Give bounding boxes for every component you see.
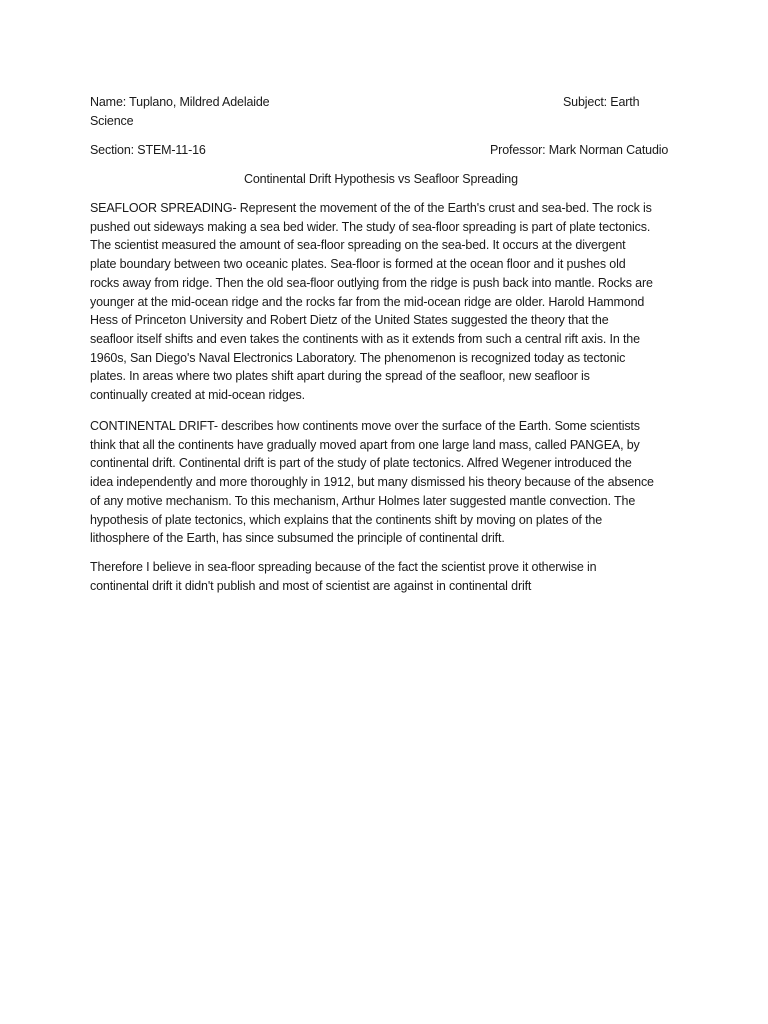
student-name: Name: Tuplano, Mildred Adelaide: [90, 95, 270, 109]
paragraph-line: plate boundary between two oceanic plates. Sea-floor is formed at the ocean floor and it pushes old: [90, 257, 626, 272]
paragraph-line: continually created at mid-ocean ridges.: [90, 388, 305, 403]
paragraph-line: continental drift it didn't publish and most of scientist are against in continental drift: [90, 578, 532, 593]
paragraph-line: pushed out sideways making a sea bed wider. The study of sea-floor spreading is part of plate tectonics.: [90, 219, 651, 234]
professor-label: Professor: Mark Norman Catudio: [490, 143, 669, 157]
paragraph-line: SEAFLOOR SPREADING- Represent the movement of the of the Earth's crust and sea-bed. The rock is: [90, 201, 652, 215]
subject-continuation: Science: [90, 114, 134, 128]
paragraph-line: The scientist measured the amount of sea-floor spreading on the sea-bed. It occurs at the divergent: [90, 238, 626, 253]
section-label: Section: STEM-11-16: [90, 143, 206, 157]
paragraph-line: CONTINENTAL DRIFT- describes how continents move over the surface of the Earth. Some scientists: [90, 419, 640, 433]
document-title: Continental Drift Hypothesis vs Seafloor Spreading: [244, 172, 518, 186]
paragraph-line: idea independently and more thoroughly in 1912, but many dismissed his theory because of the absence: [90, 475, 654, 490]
paragraph-line: continental drift. Continental drift is part of the study of plate tectonics. Alfred Wegener introduced the: [90, 456, 632, 471]
paragraph-line: hypothesis of plate tectonics, which explains that the continents shift by moving on plates of the: [90, 512, 602, 527]
paragraph-conclusion: [90, 558, 680, 595]
paragraph-line: lithosphere of the Earth, has since subsumed the principle of continental drift.: [90, 531, 505, 546]
paragraph-continental-drift: [90, 417, 680, 548]
paragraph-line: Hess of Princeton University and Robert Dietz of the United States suggested the theory that the: [90, 313, 609, 328]
paragraph-line: seafloor itself shifts and even takes the continents with as it extends from such a central rift axis. In the: [90, 331, 640, 346]
paragraph-line: 1960s, San Diego's Naval Electronics Laboratory. The phenomenon is recognized today as tectonic: [90, 350, 626, 365]
paragraph-line: younger at the mid-ocean ridge and the rocks far from the mid-ocean ridge are older. Harold Hammond: [90, 294, 645, 309]
subject-label: Subject: Earth: [563, 95, 640, 109]
paragraph-line: of any motive mechanism. To this mechanism, Arthur Holmes later suggested mantle convection. The: [90, 493, 636, 508]
paragraph-line: rocks away from ridge. Then the old sea-floor outlying from the ridge is push back into mantle. Rocks are: [90, 275, 653, 290]
paragraph-line: plates. In areas where two plates shift apart during the spread of the seafloor, new seafloor is: [90, 369, 590, 384]
paragraph-line: think that all the continents have gradually moved apart from one large land mass, called PANGEA, by: [90, 437, 640, 452]
paragraph-line: Therefore I believe in sea-floor spreading because of the fact the scientist prove it otherwise in: [90, 560, 597, 574]
paragraph-seafloor-spreading: [90, 199, 680, 405]
